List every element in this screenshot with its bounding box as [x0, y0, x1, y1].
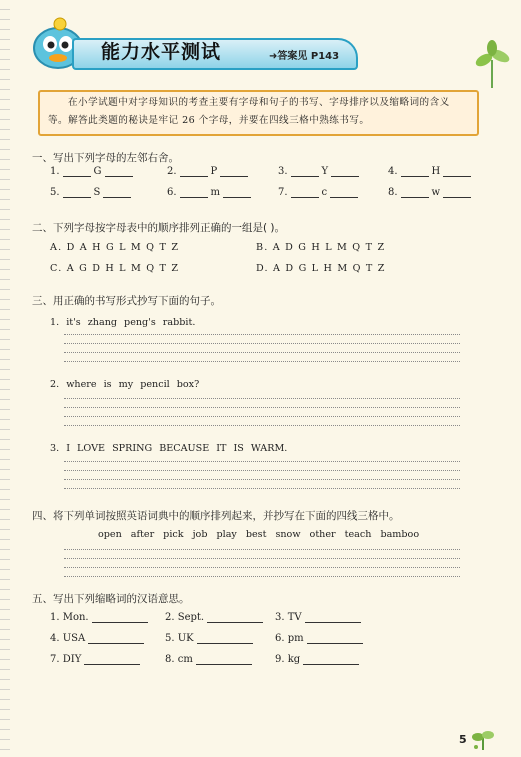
abbreviation-item: [275, 612, 364, 623]
answer-reference: [259, 47, 365, 67]
item-number: 2.: [167, 166, 177, 177]
writing-lines-4: [64, 549, 460, 579]
writing-lines-2: [64, 398, 460, 428]
given-letter: P: [210, 166, 218, 177]
neighbor-item: [278, 166, 362, 177]
answer-blank[interactable]: [196, 663, 252, 665]
word-item: pick: [163, 529, 184, 540]
word-item: play: [216, 529, 237, 540]
answer-blank[interactable]: [291, 175, 319, 177]
item-number: 1.: [50, 166, 60, 177]
answer-blank[interactable]: [84, 663, 140, 665]
option-d: D. A D G L H M Q T Z: [256, 263, 386, 274]
neighbor-item: [278, 187, 361, 198]
item-number: 7.: [278, 187, 288, 198]
answer-blank[interactable]: [180, 196, 208, 198]
section-2-heading: 二、下列字母按字母表中的顺序排列正确的一组是( )。: [32, 222, 286, 234]
answer-blank[interactable]: [180, 175, 208, 177]
sentence-3: 3. I LOVE SPRING BECAUSE IT IS WARM.: [50, 443, 288, 454]
arrow-icon: ➜: [269, 51, 278, 62]
word-item: other: [309, 529, 336, 540]
binding-edge: [0, 0, 10, 757]
writing-lines-3: [64, 461, 460, 491]
word-item: teach: [344, 529, 372, 540]
abbreviation-label: 2. Sept.: [165, 612, 205, 623]
answer-blank[interactable]: [307, 642, 363, 644]
answer-blank[interactable]: [331, 175, 359, 177]
item-number: 3.: [278, 166, 288, 177]
answer-blank[interactable]: [92, 621, 148, 623]
answer-blank[interactable]: [223, 196, 251, 198]
item-number: 8.: [388, 187, 398, 198]
section-5-heading: 五、写出下列缩略词的汉语意思。: [32, 593, 190, 605]
answer-blank[interactable]: [63, 175, 91, 177]
leaf-plant-icon: [472, 40, 512, 88]
option-b: B. A D G H L M Q T Z: [256, 242, 386, 253]
abbreviation-label: 9. kg: [275, 654, 301, 665]
word-item: snow: [275, 529, 301, 540]
answer-blank[interactable]: [220, 175, 248, 177]
item-number: 6.: [167, 187, 177, 198]
abbreviation-item: [165, 633, 256, 644]
answer-blank[interactable]: [443, 175, 471, 177]
answer-blank[interactable]: [401, 175, 429, 177]
item-number: 5.: [50, 187, 60, 198]
given-letter: m: [210, 187, 221, 198]
neighbor-item: [50, 166, 136, 177]
neighbor-item: [167, 166, 251, 177]
answer-blank[interactable]: [291, 196, 319, 198]
abbreviation-item: [165, 612, 266, 623]
section-3-heading: 三、用正确的书写形式抄写下面的句子。: [32, 295, 221, 307]
section-1-heading: 一、写出下列字母的左邻右舍。: [32, 152, 179, 164]
answer-blank[interactable]: [88, 642, 144, 644]
sprout-icon: [468, 728, 498, 750]
item-number: 4.: [388, 166, 398, 177]
option-a: A. D A H G L M Q T Z: [50, 242, 180, 253]
abbreviation-item: [275, 654, 362, 665]
word-item: after: [130, 529, 155, 540]
abbreviation-item: [165, 654, 255, 665]
sentence-2: 2. where is my pencil box?: [50, 379, 200, 390]
answer-blank[interactable]: [330, 196, 358, 198]
answer-blank[interactable]: [105, 175, 133, 177]
given-letter: S: [93, 187, 101, 198]
section-4-heading: 四、将下列单词按照英语词典中的顺序排列起来，并抄写在下面的四线三格中。: [32, 510, 400, 522]
abbreviation-label: 7. DIY: [50, 654, 82, 665]
answer-blank[interactable]: [443, 196, 471, 198]
answer-blank[interactable]: [207, 621, 263, 623]
neighbor-item: [388, 166, 474, 177]
word-list: [98, 529, 428, 540]
abbreviation-item: [275, 633, 366, 644]
answer-reference-text: 答案见 P143: [277, 51, 340, 62]
answer-blank[interactable]: [197, 642, 253, 644]
neighbor-item: [167, 187, 254, 198]
neighbor-item: [388, 187, 474, 198]
page-title: 能力水平测试: [101, 41, 222, 63]
abbreviation-label: 4. USA: [50, 633, 86, 644]
word-item: bamboo: [380, 529, 420, 540]
abbreviation-item: [50, 612, 151, 623]
abbreviation-label: 8. cm: [165, 654, 193, 665]
abbreviation-label: 6. pm: [275, 633, 304, 644]
given-letter: Y: [321, 166, 329, 177]
abbreviation-item: [50, 654, 143, 665]
given-letter: w: [431, 187, 441, 198]
abbreviation-label: 1. Mon.: [50, 612, 89, 623]
neighbor-item: [50, 187, 134, 198]
given-letter: c: [321, 187, 328, 198]
sentence-1: 1. it's zhang peng's rabbit.: [50, 317, 196, 328]
word-item: job: [192, 529, 208, 540]
abbreviation-item: [50, 633, 147, 644]
given-letter: H: [431, 166, 441, 177]
answer-blank[interactable]: [63, 196, 91, 198]
given-letter: G: [93, 166, 102, 177]
page-number: 5: [459, 733, 467, 746]
writing-lines-1: [64, 334, 460, 364]
answer-blank[interactable]: [303, 663, 359, 665]
answer-blank[interactable]: [103, 196, 131, 198]
word-item: open: [98, 529, 122, 540]
word-item: best: [245, 529, 267, 540]
option-c: C. A G D H L M Q T Z: [50, 263, 180, 274]
answer-blank[interactable]: [305, 621, 361, 623]
intro-text: 在小学试题中对字母知识的考查主要有字母和句子的书写、字母排序以及缩略词的含义等。解答此类题的秘诀是牢记 26 个字母，并要在四线三格中熟练书写。: [48, 97, 450, 126]
abbreviation-label: 3. TV: [275, 612, 302, 623]
abbreviation-label: 5. UK: [165, 633, 194, 644]
answer-blank[interactable]: [401, 196, 429, 198]
